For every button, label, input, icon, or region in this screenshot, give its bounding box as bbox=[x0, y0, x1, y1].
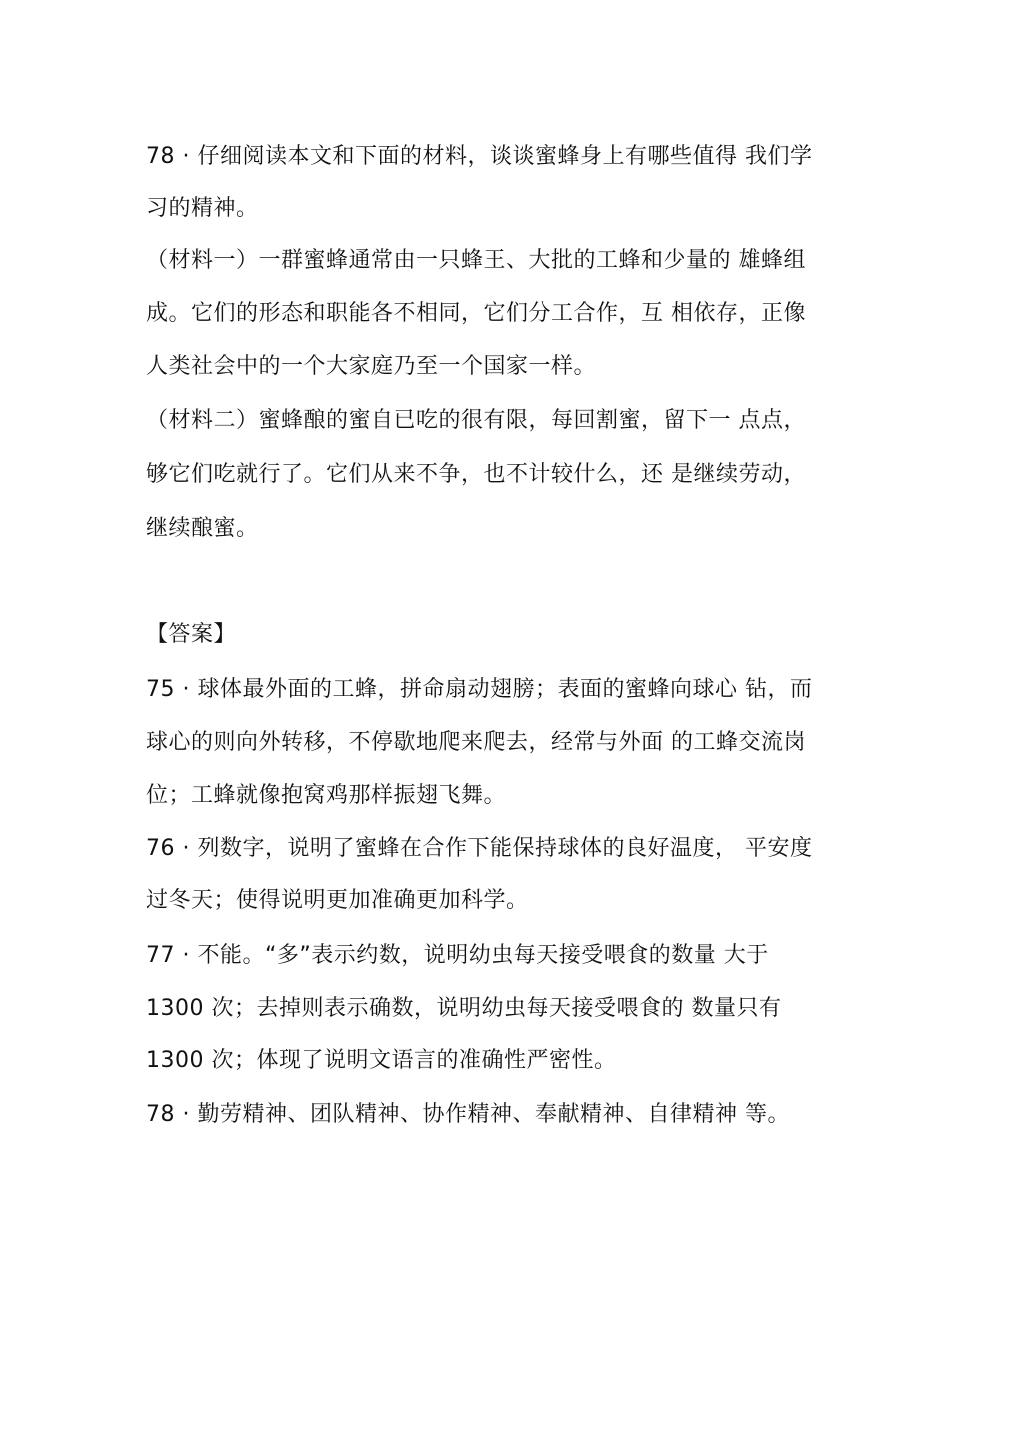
material-line: 继续酿蜜。 bbox=[146, 516, 259, 541]
material-line: 成。它们的形态和职能各不相同，它们分工合作，互 相依存，正像 bbox=[146, 301, 806, 326]
answer-heading: 【答案】 bbox=[146, 622, 237, 647]
answer-line: 78 · 勤劳精神、团队精神、协作精神、奉献精神、自律精神 等。 bbox=[146, 1102, 790, 1127]
material-line: （材料二）蜜蜂酿的蜜自已吃的很有限，每回割蜜，留下一 点点， bbox=[146, 408, 806, 433]
answer-line: 位；工蜂就像抱窝鸡那样振翅飞舞。 bbox=[146, 783, 507, 808]
answer-line: 1300 次；去掉则表示确数，说明幼虫每天接受喂食的 数量只有 bbox=[146, 996, 782, 1021]
answer-line: 球心的则向外转移，不停歇地爬来爬去，经常与外面 的工蜂交流岗 bbox=[146, 730, 806, 755]
question-line: 78 · 仔细阅读本文和下面的材料，谈谈蜜蜂身上有哪些值得 我们学 bbox=[146, 144, 813, 169]
material-line: 够它们吃就行了。它们从来不争，也不计较什么，还 是继续劳动， bbox=[146, 462, 806, 487]
material-line: （材料一）一群蜜蜂通常由一只蜂王、大批的工蜂和少量的 雄蜂组 bbox=[146, 248, 806, 273]
question-line: 习的精神。 bbox=[146, 196, 259, 221]
answer-line: 76 · 列数字，说明了蜜蜂在合作下能保持球体的良好温度， 平安度 bbox=[146, 836, 813, 861]
answer-line: 77 · 不能。“多”表示约数，说明幼虫每天接受喂食的数量 大于 bbox=[146, 943, 769, 968]
answer-line: 1300 次；体现了说明文语言的准确性严密性。 bbox=[146, 1048, 617, 1073]
answer-line: 过冬天；使得说明更加准确更加科学。 bbox=[146, 888, 529, 913]
material-line: 人类社会中的一个大家庭乃至一个国家一样。 bbox=[146, 354, 597, 379]
answer-line: 75 · 球体最外面的工蜂，拼命扇动翅膀；表面的蜜蜂向球心 钻，而 bbox=[146, 677, 813, 702]
